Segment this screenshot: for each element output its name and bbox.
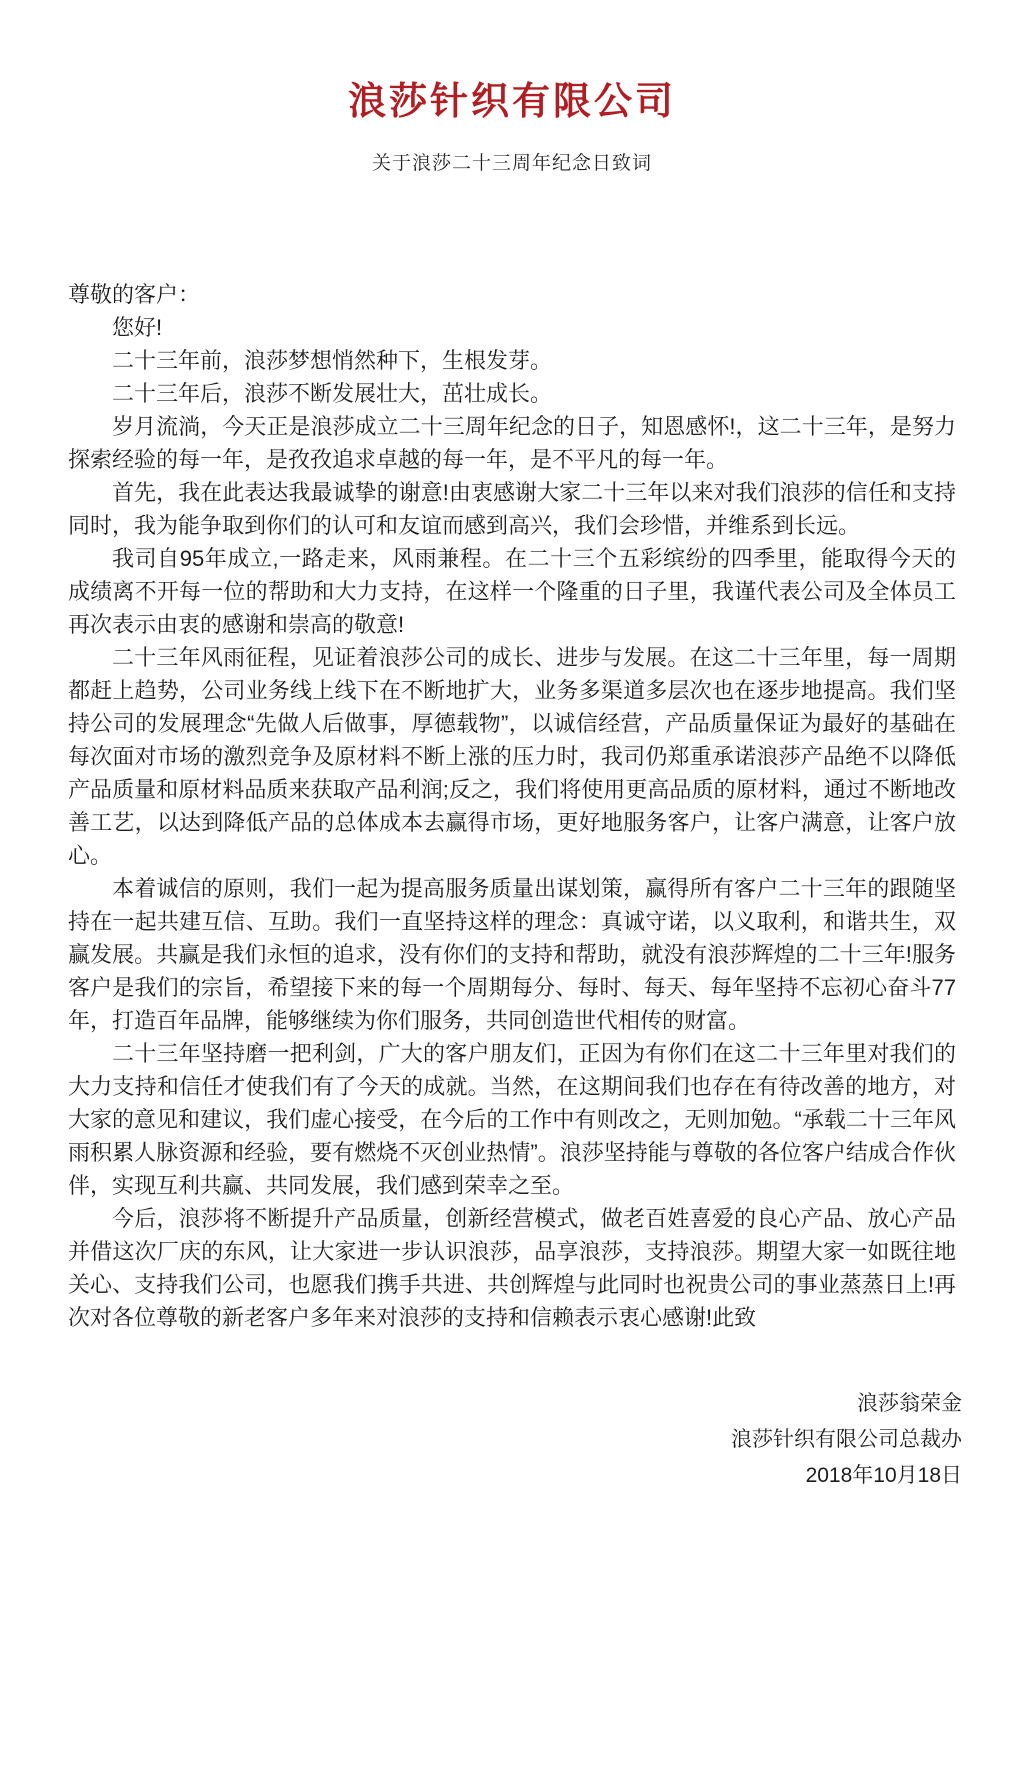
paragraph-greeting: 您好! bbox=[112, 315, 163, 340]
letter-subtitle: 关于浪莎二十三周年纪念日致词 bbox=[371, 153, 652, 174]
paragraph-customers: 二十三年坚持磨一把利剑，广大的客户朋友们，正因为有你们在这二十三年里对我们的大力支持和信任才使我们有了今天的成就。当然，在这期间我们也存在有待改善的地方，对大家的意见和建议，我们虚心接受，在今后的工作中有则改之，无则加勉。“承载二十三年风雨积累人脉资源和经验，要有燃烧不灭创业热情”。浪莎坚持能与尊敬的各位客户结成合作伙伴，实现互利共赢、共同发展，我们感到荣幸之至。 bbox=[68, 1041, 956, 1198]
paragraph-seed: 二十三年前，浪莎梦想悄然种下，生根发芽。 bbox=[112, 348, 553, 373]
signature-date: 2018年10月18日 bbox=[805, 1464, 962, 1487]
signature-signer: 浪莎翁荣金 bbox=[857, 1392, 962, 1415]
paragraph-future: 今后，浪莎将不断提升产品质量，创新经营模式，做老百姓喜爱的良心产品、放心产品并借这次厂庆的东风，让大家进一步认识浪莎，品享浪莎，支持浪莎。期望大家一如既往地关心、支持我们公司，也愿我们携手共进、共创辉煌与此同时也祝贵公司的事业蒸蒸日上!再次对各位尊敬的新老客户多年来对浪莎的支持和信赖表示衷心感谢!此致 bbox=[68, 1206, 956, 1330]
signature-block bbox=[0, 1386, 962, 1494]
paragraph-history: 我司自95年成立,一路走来，风雨兼程。在二十三个五彩缤纷的四季里，能取得今天的成绩离不开每一位的帮助和大力支持，在这样一个隆重的日子里，我谨代表公司及全体员工再次表示由衷的感谢和崇高的敬意! bbox=[68, 546, 956, 637]
signature-department: 浪莎针织有限公司总裁办 bbox=[731, 1428, 962, 1451]
letter-body bbox=[68, 278, 956, 1334]
paragraph-growth: 二十三年后，浪莎不断发展壮大，茁壮成长。 bbox=[112, 381, 553, 406]
paragraph-integrity: 本着诚信的原则，我们一起为提高服务质量出谋划策，赢得所有客户二十三年的跟随坚持在一起共建互信、互助。我们一直坚持这样的理念：真诚守诺，以义取利，和谐共生，双赢发展。共赢是我们永恒的追求，没有你们的支持和帮助，就没有浪莎辉煌的二十三年!服务客户是我们的宗旨，希望接下来的每一个周期每分、每时、每天、每年坚持不忘初心奋斗77年，打造百年品牌，能够继续为你们服务，共同创造世代相传的财富。 bbox=[68, 876, 956, 1033]
paragraph-thanks: 首先，我在此表达我最诚挚的谢意!由衷感谢大家二十三年以来对我们浪莎的信任和支持同时，我为能争取到你们的认可和友谊而感到高兴，我们会珍惜，并维系到长远。 bbox=[68, 480, 956, 538]
salutation: 尊敬的客户： bbox=[68, 282, 201, 307]
paragraph-quality: 二十三年风雨征程，见证着浪莎公司的成长、进步与发展。在这二十三年里，每一周期都赶上趋势，公司业务线上线下在不断地扩大，业务多渠道多层次也在逐步地提高。我们坚持公司的发展理念“先做人后做事，厚德载物”，以诚信经营，产品质量保证为最好的基础在每次面对市场的激烈竞争及原材料不断上涨的压力时，我司仍郑重承诺浪莎产品绝不以降低产品质量和原材料品质来获取产品利润;反之，我们将使用更高品质的原材料，通过不断地改善工艺，以达到降低产品的总体成本去赢得市场，更好地服务客户，让客户满意，让客户放心。 bbox=[68, 645, 956, 868]
paragraph-anniversary: 岁月流淌，今天正是浪莎成立二十三周年纪念的日子，知恩感怀!，这二十三年，是努力探索经验的每一年，是孜孜追求卓越的每一年，是不平凡的每一年。 bbox=[68, 414, 956, 472]
company-title: 浪莎针织有限公司 bbox=[347, 81, 676, 123]
